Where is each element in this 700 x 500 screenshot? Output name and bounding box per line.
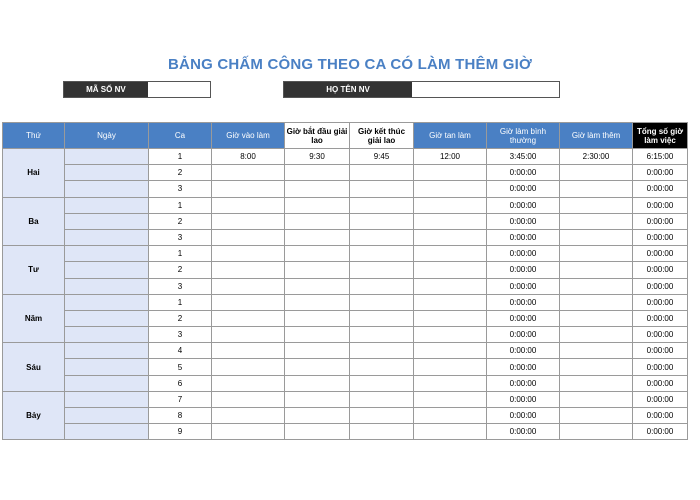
cell-gio-vao-lam[interactable] [212, 262, 285, 278]
cell-gio-bat-dau-giai-lao[interactable] [285, 213, 350, 229]
cell-gio-ket-thuc-giai-lao[interactable] [350, 424, 414, 440]
cell-ngay[interactable] [65, 246, 149, 262]
cell-gio-ket-thuc-giai-lao[interactable] [350, 391, 414, 407]
cell-ngay[interactable] [65, 310, 149, 326]
cell-gio-lam-binh-thuong[interactable]: 0:00:00 [487, 424, 560, 440]
cell-ngay[interactable] [65, 278, 149, 294]
cell-gio-bat-dau-giai-lao[interactable] [285, 375, 350, 391]
cell-gio-vao-lam[interactable] [212, 229, 285, 245]
cell-ca: 3 [149, 181, 212, 197]
cell-ca: 4 [149, 343, 212, 359]
cell-gio-ket-thuc-giai-lao[interactable] [350, 359, 414, 375]
cell-gio-ket-thuc-giai-lao[interactable] [350, 165, 414, 181]
cell-ngay[interactable] [65, 375, 149, 391]
cell-ca: 3 [149, 327, 212, 343]
cell-ngay[interactable] [65, 213, 149, 229]
table-row [3, 165, 688, 181]
cell-gio-lam-binh-thuong[interactable]: 0:00:00 [487, 408, 560, 424]
cell-tong-so-gio[interactable]: 0:00:00 [633, 391, 688, 407]
cell-gio-lam-them[interactable]: 2:30:00 [560, 149, 633, 165]
cell-gio-ket-thuc-giai-lao[interactable] [350, 197, 414, 213]
cell-gio-bat-dau-giai-lao[interactable] [285, 408, 350, 424]
cell-ca: 1 [149, 294, 212, 310]
cell-ngay[interactable] [65, 181, 149, 197]
cell-gio-vao-lam[interactable] [212, 165, 285, 181]
cell-ca: 7 [149, 391, 212, 407]
cell-gio-bat-dau-giai-lao[interactable] [285, 262, 350, 278]
cell-ca: 2 [149, 262, 212, 278]
cell-ca: 6 [149, 375, 212, 391]
cell-gio-bat-dau-giai-lao[interactable] [285, 391, 350, 407]
employee-id-box [63, 81, 211, 98]
cell-gio-tan-lam[interactable] [414, 343, 487, 359]
cell-gio-bat-dau-giai-lao[interactable] [285, 424, 350, 440]
table-row [3, 197, 688, 213]
cell-gio-ket-thuc-giai-lao[interactable] [350, 327, 414, 343]
cell-ca: 1 [149, 246, 212, 262]
cell-gio-lam-them[interactable] [560, 294, 633, 310]
cell-gio-lam-binh-thuong[interactable]: 0:00:00 [487, 246, 560, 262]
cell-tong-so-gio[interactable]: 0:00:00 [633, 278, 688, 294]
employee-name-box [283, 81, 560, 98]
cell-tong-so-gio[interactable]: 0:00:00 [633, 181, 688, 197]
cell-ca: 2 [149, 165, 212, 181]
cell-gio-lam-binh-thuong[interactable]: 3:45:00 [487, 149, 560, 165]
cell-gio-lam-binh-thuong[interactable]: 0:00:00 [487, 343, 560, 359]
cell-gio-ket-thuc-giai-lao[interactable] [350, 229, 414, 245]
cell-gio-bat-dau-giai-lao[interactable]: 9:30 [285, 149, 350, 165]
cell-ca: 1 [149, 197, 212, 213]
table-row [3, 310, 688, 326]
cell-tong-so-gio[interactable]: 0:00:00 [633, 262, 688, 278]
cell-gio-vao-lam[interactable] [212, 278, 285, 294]
cell-gio-tan-lam[interactable] [414, 424, 487, 440]
cell-gio-tan-lam[interactable] [414, 262, 487, 278]
cell-gio-lam-them[interactable] [560, 424, 633, 440]
cell-gio-vao-lam[interactable] [212, 310, 285, 326]
cell-ngay[interactable] [65, 391, 149, 407]
cell-gio-tan-lam[interactable] [414, 278, 487, 294]
cell-gio-lam-them[interactable] [560, 213, 633, 229]
cell-tong-so-gio[interactable]: 0:00:00 [633, 213, 688, 229]
cell-gio-tan-lam[interactable]: 12:00 [414, 149, 487, 165]
cell-ca: 3 [149, 229, 212, 245]
cell-gio-vao-lam[interactable]: 8:00 [212, 149, 285, 165]
cell-gio-tan-lam[interactable] [414, 310, 487, 326]
cell-gio-lam-binh-thuong[interactable]: 0:00:00 [487, 327, 560, 343]
cell-gio-vao-lam[interactable] [212, 181, 285, 197]
cell-gio-lam-them[interactable] [560, 310, 633, 326]
cell-gio-vao-lam[interactable] [212, 197, 285, 213]
cell-tong-so-gio[interactable]: 0:00:00 [633, 408, 688, 424]
day-label: Bảy [3, 391, 65, 440]
cell-gio-lam-them[interactable] [560, 262, 633, 278]
cell-gio-tan-lam[interactable] [414, 327, 487, 343]
timesheet-table [2, 122, 688, 440]
table-row [3, 262, 688, 278]
cell-gio-lam-them[interactable] [560, 278, 633, 294]
cell-tong-so-gio[interactable]: 0:00:00 [633, 294, 688, 310]
cell-gio-tan-lam[interactable] [414, 359, 487, 375]
table-row [3, 375, 688, 391]
cell-gio-tan-lam[interactable] [414, 391, 487, 407]
cell-ngay[interactable] [65, 359, 149, 375]
cell-gio-vao-lam[interactable] [212, 359, 285, 375]
header-ngay: Ngày [65, 123, 149, 149]
cell-gio-tan-lam[interactable] [414, 213, 487, 229]
day-label: Hai [3, 149, 65, 198]
header-gio-ket-thuc-giai-lao: Giờ kết thúc giải lao [350, 123, 414, 149]
cell-ca: 1 [149, 149, 212, 165]
cell-gio-ket-thuc-giai-lao[interactable] [350, 310, 414, 326]
cell-gio-bat-dau-giai-lao[interactable] [285, 359, 350, 375]
cell-gio-ket-thuc-giai-lao[interactable] [350, 294, 414, 310]
cell-ngay[interactable] [65, 294, 149, 310]
cell-gio-vao-lam[interactable] [212, 391, 285, 407]
cell-gio-ket-thuc-giai-lao[interactable] [350, 278, 414, 294]
cell-gio-vao-lam[interactable] [212, 424, 285, 440]
table-row [3, 213, 688, 229]
cell-tong-so-gio[interactable]: 0:00:00 [633, 229, 688, 245]
cell-gio-vao-lam[interactable] [212, 408, 285, 424]
cell-tong-so-gio[interactable]: 0:00:00 [633, 327, 688, 343]
cell-tong-so-gio[interactable]: 0:00:00 [633, 197, 688, 213]
page-title: BẢNG CHẤM CÔNG THEO CA CÓ LÀM THÊM GIỜ [168, 56, 532, 73]
cell-ngay[interactable] [65, 262, 149, 278]
cell-gio-bat-dau-giai-lao[interactable] [285, 294, 350, 310]
cell-tong-so-gio[interactable]: 6:15:00 [633, 149, 688, 165]
header-gio-lam-binh-thuong: Giờ làm bình thường [487, 123, 560, 149]
employee-name-label: HỌ TÊN NV [284, 82, 412, 97]
cell-ngay[interactable] [65, 229, 149, 245]
cell-gio-lam-them[interactable] [560, 327, 633, 343]
cell-gio-lam-them[interactable] [560, 197, 633, 213]
cell-gio-lam-binh-thuong[interactable]: 0:00:00 [487, 359, 560, 375]
cell-ca: 2 [149, 310, 212, 326]
table-row [3, 424, 688, 440]
header-gio-bat-dau-giai-lao: Giờ bắt đầu giải lao [285, 123, 350, 149]
cell-gio-tan-lam[interactable] [414, 229, 487, 245]
table-row [3, 278, 688, 294]
employee-id-field[interactable] [148, 82, 210, 97]
cell-gio-tan-lam[interactable] [414, 181, 487, 197]
cell-gio-bat-dau-giai-lao[interactable] [285, 197, 350, 213]
cell-gio-lam-them[interactable] [560, 375, 633, 391]
cell-gio-lam-them[interactable] [560, 246, 633, 262]
cell-gio-ket-thuc-giai-lao[interactable] [350, 213, 414, 229]
cell-gio-vao-lam[interactable] [212, 213, 285, 229]
cell-tong-so-gio[interactable]: 0:00:00 [633, 246, 688, 262]
table-row [3, 343, 688, 359]
day-label: Tư [3, 246, 65, 295]
cell-gio-ket-thuc-giai-lao[interactable] [350, 262, 414, 278]
header-thu: Thứ [3, 123, 65, 149]
cell-gio-bat-dau-giai-lao[interactable] [285, 229, 350, 245]
cell-gio-lam-them[interactable] [560, 408, 633, 424]
cell-ngay[interactable] [65, 343, 149, 359]
cell-ngay[interactable] [65, 327, 149, 343]
table-row [3, 391, 688, 407]
cell-ca: 2 [149, 213, 212, 229]
cell-ca: 5 [149, 359, 212, 375]
cell-gio-lam-them[interactable] [560, 229, 633, 245]
day-label: Năm [3, 294, 65, 343]
table-row [3, 327, 688, 343]
header-gio-lam-them: Giờ làm thêm [560, 123, 633, 149]
cell-gio-bat-dau-giai-lao[interactable] [285, 246, 350, 262]
timesheet-body [3, 149, 688, 440]
cell-gio-lam-binh-thuong[interactable]: 0:00:00 [487, 181, 560, 197]
cell-gio-bat-dau-giai-lao[interactable] [285, 181, 350, 197]
cell-gio-lam-them[interactable] [560, 359, 633, 375]
employee-id-label: MÃ SỐ NV [64, 82, 148, 97]
cell-gio-vao-lam[interactable] [212, 343, 285, 359]
cell-ca: 3 [149, 278, 212, 294]
cell-ngay[interactable] [65, 165, 149, 181]
cell-ca: 9 [149, 424, 212, 440]
table-row [3, 408, 688, 424]
cell-gio-tan-lam[interactable] [414, 197, 487, 213]
cell-gio-tan-lam[interactable] [414, 165, 487, 181]
table-row [3, 181, 688, 197]
cell-gio-lam-binh-thuong[interactable]: 0:00:00 [487, 375, 560, 391]
cell-ngay[interactable] [65, 408, 149, 424]
cell-gio-tan-lam[interactable] [414, 246, 487, 262]
header-ca: Ca [149, 123, 212, 149]
cell-gio-lam-binh-thuong[interactable]: 0:00:00 [487, 278, 560, 294]
cell-gio-lam-them[interactable] [560, 181, 633, 197]
cell-tong-so-gio[interactable]: 0:00:00 [633, 424, 688, 440]
table-row [3, 294, 688, 310]
cell-tong-so-gio[interactable]: 0:00:00 [633, 165, 688, 181]
cell-gio-lam-them[interactable] [560, 391, 633, 407]
cell-gio-tan-lam[interactable] [414, 294, 487, 310]
cell-ngay[interactable] [65, 149, 149, 165]
header-gio-tan-lam: Giờ tan làm [414, 123, 487, 149]
table-row [3, 359, 688, 375]
table-row [3, 149, 688, 165]
cell-gio-lam-them[interactable] [560, 343, 633, 359]
header-tong-so-gio: Tổng số giờ làm việc [633, 123, 688, 149]
cell-gio-ket-thuc-giai-lao[interactable]: 9:45 [350, 149, 414, 165]
cell-gio-tan-lam[interactable] [414, 408, 487, 424]
cell-gio-bat-dau-giai-lao[interactable] [285, 343, 350, 359]
cell-gio-ket-thuc-giai-lao[interactable] [350, 343, 414, 359]
cell-tong-so-gio[interactable]: 0:00:00 [633, 310, 688, 326]
cell-gio-ket-thuc-giai-lao[interactable] [350, 408, 414, 424]
cell-gio-vao-lam[interactable] [212, 246, 285, 262]
cell-gio-bat-dau-giai-lao[interactable] [285, 327, 350, 343]
day-label: Ba [3, 197, 65, 246]
cell-tong-so-gio[interactable]: 0:00:00 [633, 375, 688, 391]
cell-gio-bat-dau-giai-lao[interactable] [285, 165, 350, 181]
cell-gio-lam-binh-thuong[interactable]: 0:00:00 [487, 229, 560, 245]
cell-gio-lam-them[interactable] [560, 165, 633, 181]
cell-gio-ket-thuc-giai-lao[interactable] [350, 246, 414, 262]
cell-gio-lam-binh-thuong[interactable]: 0:00:00 [487, 310, 560, 326]
cell-gio-lam-binh-thuong[interactable]: 0:00:00 [487, 197, 560, 213]
cell-gio-ket-thuc-giai-lao[interactable] [350, 181, 414, 197]
header-row [3, 123, 688, 149]
cell-gio-vao-lam[interactable] [212, 327, 285, 343]
cell-gio-tan-lam[interactable] [414, 375, 487, 391]
cell-ngay[interactable] [65, 197, 149, 213]
cell-gio-lam-binh-thuong[interactable]: 0:00:00 [487, 391, 560, 407]
cell-ngay[interactable] [65, 424, 149, 440]
cell-gio-lam-binh-thuong[interactable]: 0:00:00 [487, 165, 560, 181]
cell-tong-so-gio[interactable]: 0:00:00 [633, 343, 688, 359]
header-gio-vao-lam: Giờ vào làm [212, 123, 285, 149]
cell-ca: 8 [149, 408, 212, 424]
day-label: Sáu [3, 343, 65, 392]
cell-gio-lam-binh-thuong[interactable]: 0:00:00 [487, 294, 560, 310]
cell-gio-lam-binh-thuong[interactable]: 0:00:00 [487, 213, 560, 229]
cell-tong-so-gio[interactable]: 0:00:00 [633, 359, 688, 375]
table-row [3, 246, 688, 262]
cell-gio-bat-dau-giai-lao[interactable] [285, 278, 350, 294]
cell-gio-vao-lam[interactable] [212, 375, 285, 391]
cell-gio-ket-thuc-giai-lao[interactable] [350, 375, 414, 391]
table-row [3, 229, 688, 245]
cell-gio-lam-binh-thuong[interactable]: 0:00:00 [487, 262, 560, 278]
employee-name-field[interactable] [412, 82, 559, 97]
cell-gio-vao-lam[interactable] [212, 294, 285, 310]
cell-gio-bat-dau-giai-lao[interactable] [285, 310, 350, 326]
